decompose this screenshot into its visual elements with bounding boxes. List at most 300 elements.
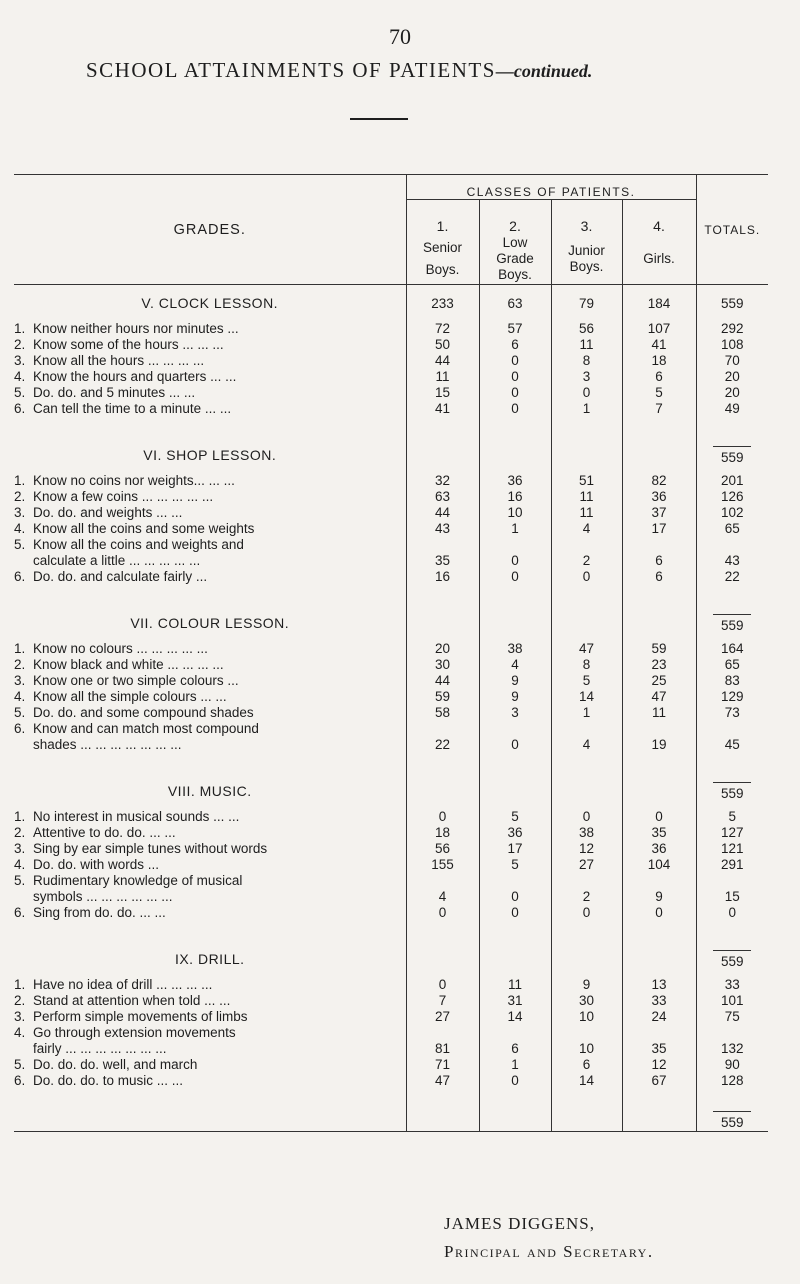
grade-label-continued	[14, 889, 406, 905]
empty-cell	[479, 1025, 551, 1041]
table-row	[14, 705, 768, 721]
grade-number: 1.	[14, 641, 26, 656]
empty-cell	[406, 721, 479, 737]
table-row	[14, 353, 768, 369]
value-cell: 31	[479, 993, 551, 1009]
grade-label	[14, 369, 406, 385]
value-cell: 7	[622, 401, 696, 417]
table-row	[14, 489, 768, 505]
value-cell: 14	[551, 689, 622, 705]
value-cell: 25	[622, 673, 696, 689]
grade-label	[14, 521, 406, 537]
value-cell: 44	[406, 673, 479, 689]
value-cell: 6	[622, 553, 696, 569]
value-cell: 67	[622, 1073, 696, 1089]
value-cell: 4	[479, 657, 551, 673]
empty-cell	[406, 1025, 479, 1041]
spacer-row	[14, 921, 768, 941]
grade-label	[14, 505, 406, 521]
empty-cell	[406, 873, 479, 889]
grade-text: Know a few coins ... ... ... ... ...	[33, 489, 214, 504]
grade-text: Know all the coins and weights and	[33, 537, 244, 552]
grade-text: calculate a little ... ... ... ... ...	[33, 553, 201, 568]
table-row	[14, 737, 768, 753]
grade-number: 3.	[14, 841, 26, 856]
table-row	[14, 337, 768, 353]
table-body	[14, 285, 768, 1132]
section-total-cell	[479, 605, 551, 641]
section-title: V. CLOCK LESSON.	[14, 285, 406, 322]
col-label-line: Grade	[496, 251, 534, 266]
empty-cell	[622, 873, 696, 889]
section-total-cell	[622, 941, 696, 977]
section-total-cell	[551, 437, 622, 473]
section-total-cell: 79	[551, 285, 622, 322]
value-cell: 30	[406, 657, 479, 673]
empty-cell	[479, 537, 551, 553]
spacer-cell	[479, 753, 551, 773]
value-cell: 0	[479, 369, 551, 385]
title-rule	[350, 118, 408, 120]
value-cell: 0	[479, 737, 551, 753]
grade-label	[14, 809, 406, 825]
spacer-cell	[622, 585, 696, 605]
empty-cell	[551, 873, 622, 889]
section-total-cell	[479, 941, 551, 977]
grade-text: Attentive to do. do. ... ...	[33, 825, 176, 840]
grade-number: 6.	[14, 1073, 26, 1088]
value-cell: 6	[479, 337, 551, 353]
value-cell: 47	[406, 1073, 479, 1089]
grade-text: Perform simple movements of limbs	[33, 1009, 248, 1024]
table-row	[14, 569, 768, 585]
value-cell: 6	[622, 569, 696, 585]
grade-text: Do. do. with words ...	[33, 857, 160, 872]
value-cell: 121	[696, 841, 768, 857]
value-cell: 50	[406, 337, 479, 353]
value-cell: 0	[479, 1073, 551, 1089]
value-cell: 5	[622, 385, 696, 401]
value-cell: 126	[696, 489, 768, 505]
col-number-4: 4.	[622, 200, 696, 235]
col-label-line: Girls.	[643, 251, 675, 266]
value-cell: 65	[696, 657, 768, 673]
table-row	[14, 1057, 768, 1073]
classes-header: CLASSES OF PATIENTS.	[406, 175, 696, 200]
spacer-cell	[406, 1109, 479, 1132]
spacer-row	[14, 585, 768, 605]
grade-label	[14, 489, 406, 505]
value-cell: 59	[622, 641, 696, 657]
value-cell: 0	[479, 889, 551, 905]
grade-text: Do. do. do. well, and march	[33, 1057, 198, 1072]
value-cell: 20	[696, 385, 768, 401]
empty-cell	[551, 1025, 622, 1041]
spacer-cell	[622, 417, 696, 437]
value-cell: 16	[479, 489, 551, 505]
value-cell: 101	[696, 993, 768, 1009]
final-total-cell	[696, 1109, 768, 1132]
grade-text: Know no colours ... ... ... ... ...	[33, 641, 208, 656]
grand-total: 559	[713, 950, 751, 969]
grade-text: No interest in musical sounds ... ...	[33, 809, 240, 824]
table-row	[14, 673, 768, 689]
table-row	[14, 321, 768, 337]
value-cell: 73	[696, 705, 768, 721]
table-row	[14, 889, 768, 905]
grade-text: Know some of the hours ... ... ...	[33, 337, 224, 352]
section-total-cell: 63	[479, 285, 551, 322]
value-cell: 37	[622, 505, 696, 521]
value-cell: 11	[622, 705, 696, 721]
value-cell: 47	[622, 689, 696, 705]
value-cell: 1	[551, 401, 622, 417]
value-cell: 43	[696, 553, 768, 569]
grade-number: 4.	[14, 369, 26, 384]
grade-text: Know all the coins and some weights	[33, 521, 255, 536]
grade-text: Do. do. and some compound shades	[33, 705, 254, 720]
spacer-cell	[479, 585, 551, 605]
value-cell: 36	[622, 489, 696, 505]
grade-number: 2.	[14, 993, 26, 1008]
empty-cell	[551, 721, 622, 737]
grade-label	[14, 825, 406, 841]
spacer-cell	[14, 1109, 406, 1132]
grade-label	[14, 841, 406, 857]
value-cell: 30	[551, 993, 622, 1009]
value-cell: 75	[696, 1009, 768, 1025]
spacer-cell	[14, 417, 406, 437]
grade-number: 3.	[14, 505, 26, 520]
value-cell: 3	[551, 369, 622, 385]
section-total-cell: 184	[622, 285, 696, 322]
grade-number: 3.	[14, 673, 26, 688]
grade-number: 6.	[14, 401, 26, 416]
value-cell: 19	[622, 737, 696, 753]
empty-cell	[696, 873, 768, 889]
section-total-cell	[406, 605, 479, 641]
grade-text: Know the hours and quarters ... ...	[33, 369, 237, 384]
grade-text: Sing from do. do. ... ...	[33, 905, 166, 920]
grade-text: Do. do. do. to music ... ...	[33, 1073, 184, 1088]
col-label-senior-boys	[406, 234, 479, 285]
grade-number: 4.	[14, 521, 26, 536]
grade-number: 4.	[14, 689, 26, 704]
empty-cell	[479, 873, 551, 889]
title-suffix: —continued.	[495, 61, 593, 81]
value-cell: 70	[696, 353, 768, 369]
table-row	[14, 857, 768, 873]
grade-text: Know no coins nor weights... ... ...	[33, 473, 235, 488]
col-label-line: Junior	[568, 243, 605, 258]
col-number-3: 3.	[551, 200, 622, 235]
value-cell: 41	[406, 401, 479, 417]
value-cell: 36	[622, 841, 696, 857]
grade-text: Do. do. and calculate fairly ...	[33, 569, 208, 584]
col-label-low-grade-boys	[479, 234, 551, 285]
spacer-cell	[622, 1109, 696, 1132]
value-cell: 63	[406, 489, 479, 505]
grade-text: symbols ... ... ... ... ... ...	[33, 889, 173, 904]
value-cell: 83	[696, 673, 768, 689]
spacer-cell	[406, 921, 479, 941]
grade-label	[14, 873, 406, 889]
grade-label	[14, 1073, 406, 1089]
col-label-girls	[622, 234, 696, 285]
grade-label	[14, 1025, 406, 1041]
value-cell: 0	[406, 977, 479, 993]
grade-number: 2.	[14, 825, 26, 840]
section-row	[14, 941, 768, 977]
table-row	[14, 401, 768, 417]
value-cell: 82	[622, 473, 696, 489]
grade-number: 3.	[14, 1009, 26, 1024]
value-cell: 8	[551, 353, 622, 369]
value-cell: 51	[551, 473, 622, 489]
grade-number: 5.	[14, 537, 26, 552]
value-cell: 128	[696, 1073, 768, 1089]
value-cell: 15	[696, 889, 768, 905]
grand-total: 559	[713, 1111, 751, 1130]
grade-text: Sing by ear simple tunes without words	[33, 841, 268, 856]
spacer-cell	[551, 921, 622, 941]
grade-label	[14, 337, 406, 353]
value-cell: 71	[406, 1057, 479, 1073]
value-cell: 0	[406, 809, 479, 825]
grade-label-continued	[14, 553, 406, 569]
table-row	[14, 553, 768, 569]
grade-number: 2.	[14, 337, 26, 352]
grade-text: Can tell the time to a minute ... ...	[33, 401, 232, 416]
spacer-cell	[622, 753, 696, 773]
grade-label	[14, 569, 406, 585]
grade-number: 1.	[14, 473, 26, 488]
value-cell: 10	[551, 1041, 622, 1057]
value-cell: 59	[406, 689, 479, 705]
value-cell: 57	[479, 321, 551, 337]
title-text: SCHOOL ATTAINMENTS OF PATIENTS	[86, 58, 496, 82]
section-total-cell	[406, 437, 479, 473]
value-cell: 23	[622, 657, 696, 673]
table-row	[14, 1009, 768, 1025]
section-total-cell: 559	[696, 285, 768, 322]
value-cell: 18	[406, 825, 479, 841]
value-cell: 291	[696, 857, 768, 873]
grade-label	[14, 353, 406, 369]
value-cell: 49	[696, 401, 768, 417]
spacer-cell	[406, 417, 479, 437]
spacer-cell	[551, 753, 622, 773]
value-cell: 9	[622, 889, 696, 905]
table-row	[14, 473, 768, 489]
spacer-cell	[479, 921, 551, 941]
grade-number: 5.	[14, 1057, 26, 1072]
spacer-cell	[696, 585, 768, 605]
page-title	[86, 58, 592, 83]
section-total-cell	[551, 941, 622, 977]
section-total-cell	[622, 605, 696, 641]
value-cell: 5	[696, 809, 768, 825]
value-cell: 27	[551, 857, 622, 873]
value-cell: 47	[551, 641, 622, 657]
grade-number: 1.	[14, 321, 26, 336]
value-cell: 6	[551, 1057, 622, 1073]
value-cell: 5	[479, 857, 551, 873]
grade-label	[14, 689, 406, 705]
value-cell: 16	[406, 569, 479, 585]
empty-cell	[406, 537, 479, 553]
grand-total: 559	[713, 614, 751, 633]
section-total-cell	[551, 605, 622, 641]
section-row	[14, 773, 768, 809]
value-cell: 20	[696, 369, 768, 385]
grade-number: 5.	[14, 873, 26, 888]
grade-label	[14, 657, 406, 673]
section-title: VI. SHOP LESSON.	[14, 437, 406, 473]
section-total-cell	[479, 773, 551, 809]
signatory-name: JAMES DIGGENS,	[444, 1214, 595, 1233]
section-row	[14, 437, 768, 473]
grade-text: Know one or two simple colours ...	[33, 673, 239, 688]
grade-label	[14, 905, 406, 921]
section-total-cell	[622, 437, 696, 473]
value-cell: 17	[622, 521, 696, 537]
value-cell: 56	[551, 321, 622, 337]
value-cell: 8	[551, 657, 622, 673]
value-cell: 45	[696, 737, 768, 753]
grade-label	[14, 857, 406, 873]
value-cell: 43	[406, 521, 479, 537]
spacer-cell	[696, 1089, 768, 1109]
value-cell: 4	[406, 889, 479, 905]
section-total-cell	[696, 941, 768, 977]
grade-text: Stand at attention when told ... ...	[33, 993, 231, 1008]
final-total-row	[14, 1109, 768, 1132]
table-row	[14, 809, 768, 825]
value-cell: 1	[479, 521, 551, 537]
value-cell: 292	[696, 321, 768, 337]
grade-label	[14, 641, 406, 657]
spacer-cell	[406, 585, 479, 605]
spacer-cell	[14, 585, 406, 605]
value-cell: 72	[406, 321, 479, 337]
spacer-cell	[14, 753, 406, 773]
value-cell: 129	[696, 689, 768, 705]
empty-cell	[479, 721, 551, 737]
value-cell: 9	[551, 977, 622, 993]
grade-number: 1.	[14, 977, 26, 992]
table-row	[14, 537, 768, 553]
value-cell: 5	[551, 673, 622, 689]
grade-text: Know and can match most compound	[33, 721, 259, 736]
value-cell: 14	[551, 1073, 622, 1089]
grade-text: Know all the simple colours ... ...	[33, 689, 227, 704]
grade-number: 4.	[14, 1025, 26, 1040]
table-row	[14, 721, 768, 737]
value-cell: 81	[406, 1041, 479, 1057]
grade-label	[14, 1057, 406, 1073]
spacer-cell	[14, 921, 406, 941]
grade-label	[14, 993, 406, 1009]
value-cell: 0	[479, 401, 551, 417]
spacer-cell	[479, 1089, 551, 1109]
col-number-1: 1.	[406, 200, 479, 235]
spacer-cell	[551, 1109, 622, 1132]
grade-label-continued	[14, 1041, 406, 1057]
section-title: VIII. MUSIC.	[14, 773, 406, 809]
value-cell: 38	[551, 825, 622, 841]
empty-cell	[696, 721, 768, 737]
value-cell: 107	[622, 321, 696, 337]
spacer-cell	[551, 1089, 622, 1109]
value-cell: 36	[479, 825, 551, 841]
grade-number: 2.	[14, 657, 26, 672]
value-cell: 11	[551, 505, 622, 521]
grade-label	[14, 977, 406, 993]
section-row	[14, 605, 768, 641]
grade-text: Do. do. and 5 minutes ... ...	[33, 385, 196, 400]
value-cell: 44	[406, 505, 479, 521]
section-title: IX. DRILL.	[14, 941, 406, 977]
value-cell: 17	[479, 841, 551, 857]
grand-total: 559	[713, 446, 751, 465]
section-title: VII. COLOUR LESSON.	[14, 605, 406, 641]
value-cell: 15	[406, 385, 479, 401]
value-cell: 9	[479, 673, 551, 689]
value-cell: 0	[551, 569, 622, 585]
spacer-cell	[696, 753, 768, 773]
grade-label-continued	[14, 737, 406, 753]
value-cell: 22	[406, 737, 479, 753]
value-cell: 24	[622, 1009, 696, 1025]
value-cell: 127	[696, 825, 768, 841]
value-cell: 11	[406, 369, 479, 385]
value-cell: 35	[622, 1041, 696, 1057]
table-row	[14, 385, 768, 401]
value-cell: 6	[479, 1041, 551, 1057]
table-row	[14, 505, 768, 521]
value-cell: 1	[479, 1057, 551, 1073]
table-header	[14, 175, 768, 285]
section-total-cell	[696, 437, 768, 473]
value-cell: 108	[696, 337, 768, 353]
grade-label	[14, 673, 406, 689]
value-cell: 0	[696, 905, 768, 921]
value-cell: 27	[406, 1009, 479, 1025]
table-row	[14, 689, 768, 705]
section-total-cell	[479, 437, 551, 473]
spacer-cell	[406, 1089, 479, 1109]
section-row	[14, 285, 768, 322]
spacer-cell	[696, 417, 768, 437]
table-row	[14, 905, 768, 921]
grade-number: 2.	[14, 489, 26, 504]
empty-cell	[696, 537, 768, 553]
grade-text: fairly ... ... ... ... ... ... ...	[33, 1041, 167, 1056]
value-cell: 90	[696, 1057, 768, 1073]
value-cell: 0	[551, 809, 622, 825]
value-cell: 1	[551, 705, 622, 721]
grade-text: Know black and white ... ... ... ...	[33, 657, 224, 672]
value-cell: 20	[406, 641, 479, 657]
value-cell: 65	[696, 521, 768, 537]
value-cell: 4	[551, 521, 622, 537]
col-label-line: Boys.	[425, 262, 460, 277]
value-cell: 36	[479, 473, 551, 489]
grade-label	[14, 385, 406, 401]
value-cell: 56	[406, 841, 479, 857]
value-cell: 58	[406, 705, 479, 721]
